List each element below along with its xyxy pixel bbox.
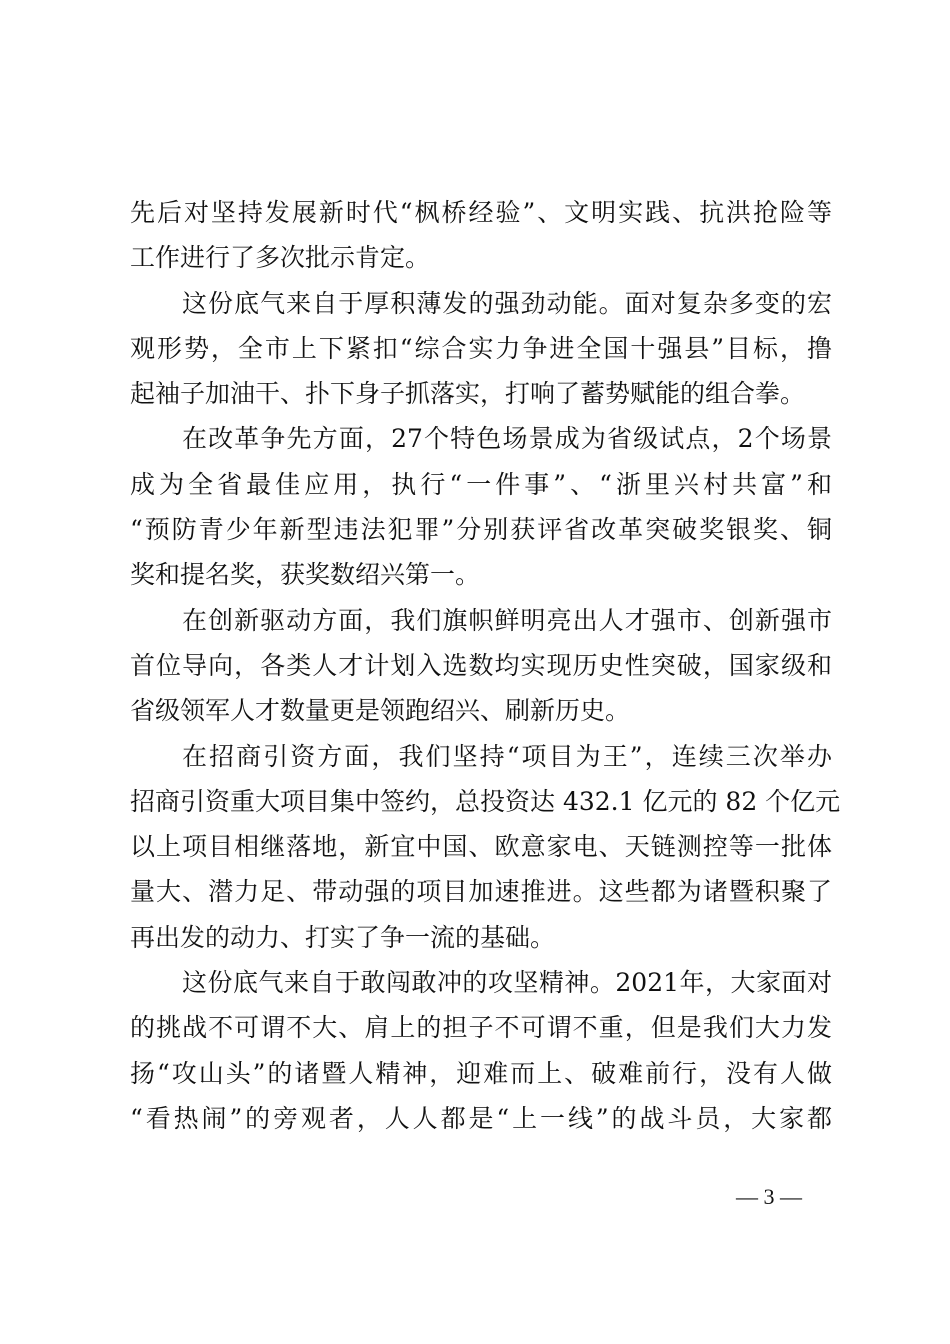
text-line: “预防青少年新型违法犯罪”分别获评省改革突破奖银奖、铜 xyxy=(130,515,832,545)
body-text xyxy=(130,190,841,1141)
text-line: 首位导向，各类人才计划入选数均实现历史性突破，国家级和 xyxy=(130,650,832,680)
text-line-paragraph-start: 在招商引资方面，我们坚持“项目为王”，连续三次举办 xyxy=(182,741,832,771)
text-line: 工作进行了多次批示肯定。 xyxy=(130,243,431,273)
text-line: 奖和提名奖，获奖数绍兴第一。 xyxy=(130,560,481,590)
text-line: “看热闹”的旁观者，人人都是“上一线”的战斗员，大家都 xyxy=(130,1103,832,1133)
text-line-paragraph-start: 这份底气来自于厚积薄发的强劲动能。面对复杂多变的宏 xyxy=(182,288,832,318)
text-line: 起袖子加油干、扑下身子抓落实，打响了蓄势赋能的组合拳。 xyxy=(130,379,806,409)
text-line: 再出发的动力、打实了争一流的基础。 xyxy=(130,922,556,952)
text-line: 成为全省最佳应用，执行“一件事”、“浙里兴村共富”和 xyxy=(130,469,832,499)
text-line: 的挑战不可谓不大、肩上的担子不可谓不重，但是我们大力发 xyxy=(130,1013,832,1043)
text-line-paragraph-start: 在改革争先方面，27个特色场景成为省级试点，2个场景 xyxy=(182,424,832,454)
page-number: — 3 — xyxy=(736,1184,802,1209)
text-line: 省级领军人才数量更是领跑绍兴、刷新历史。 xyxy=(130,696,631,726)
text-line: 量大、潜力足、带动强的项目加速推进。这些都为诸暨积聚了 xyxy=(130,877,832,907)
text-line: 扬“攻山头”的诸暨人精神，迎难而上、破难前行，没有人做 xyxy=(130,1058,832,1088)
text-line: 观形势，全市上下紧扣“综合实力争进全国十强县”目标，撸 xyxy=(130,333,832,363)
text-line-paragraph-start: 在创新驱动方面，我们旗帜鲜明亮出人才强市、创新强市 xyxy=(182,605,832,635)
text-line: 招商引资重大项目集中签约，总投资达 432.1 亿元的 82 个亿元 xyxy=(130,786,841,816)
text-line: 先后对坚持发展新时代“枫桥经验”、文明实践、抗洪抢险等 xyxy=(130,198,832,227)
text-line: 以上项目相继落地，新宜中国、欧意家电、天链测控等一批体 xyxy=(130,832,832,862)
text-line-paragraph-start: 这份底气来自于敢闯敢冲的攻坚精神。2021年，大家面对 xyxy=(182,968,832,998)
